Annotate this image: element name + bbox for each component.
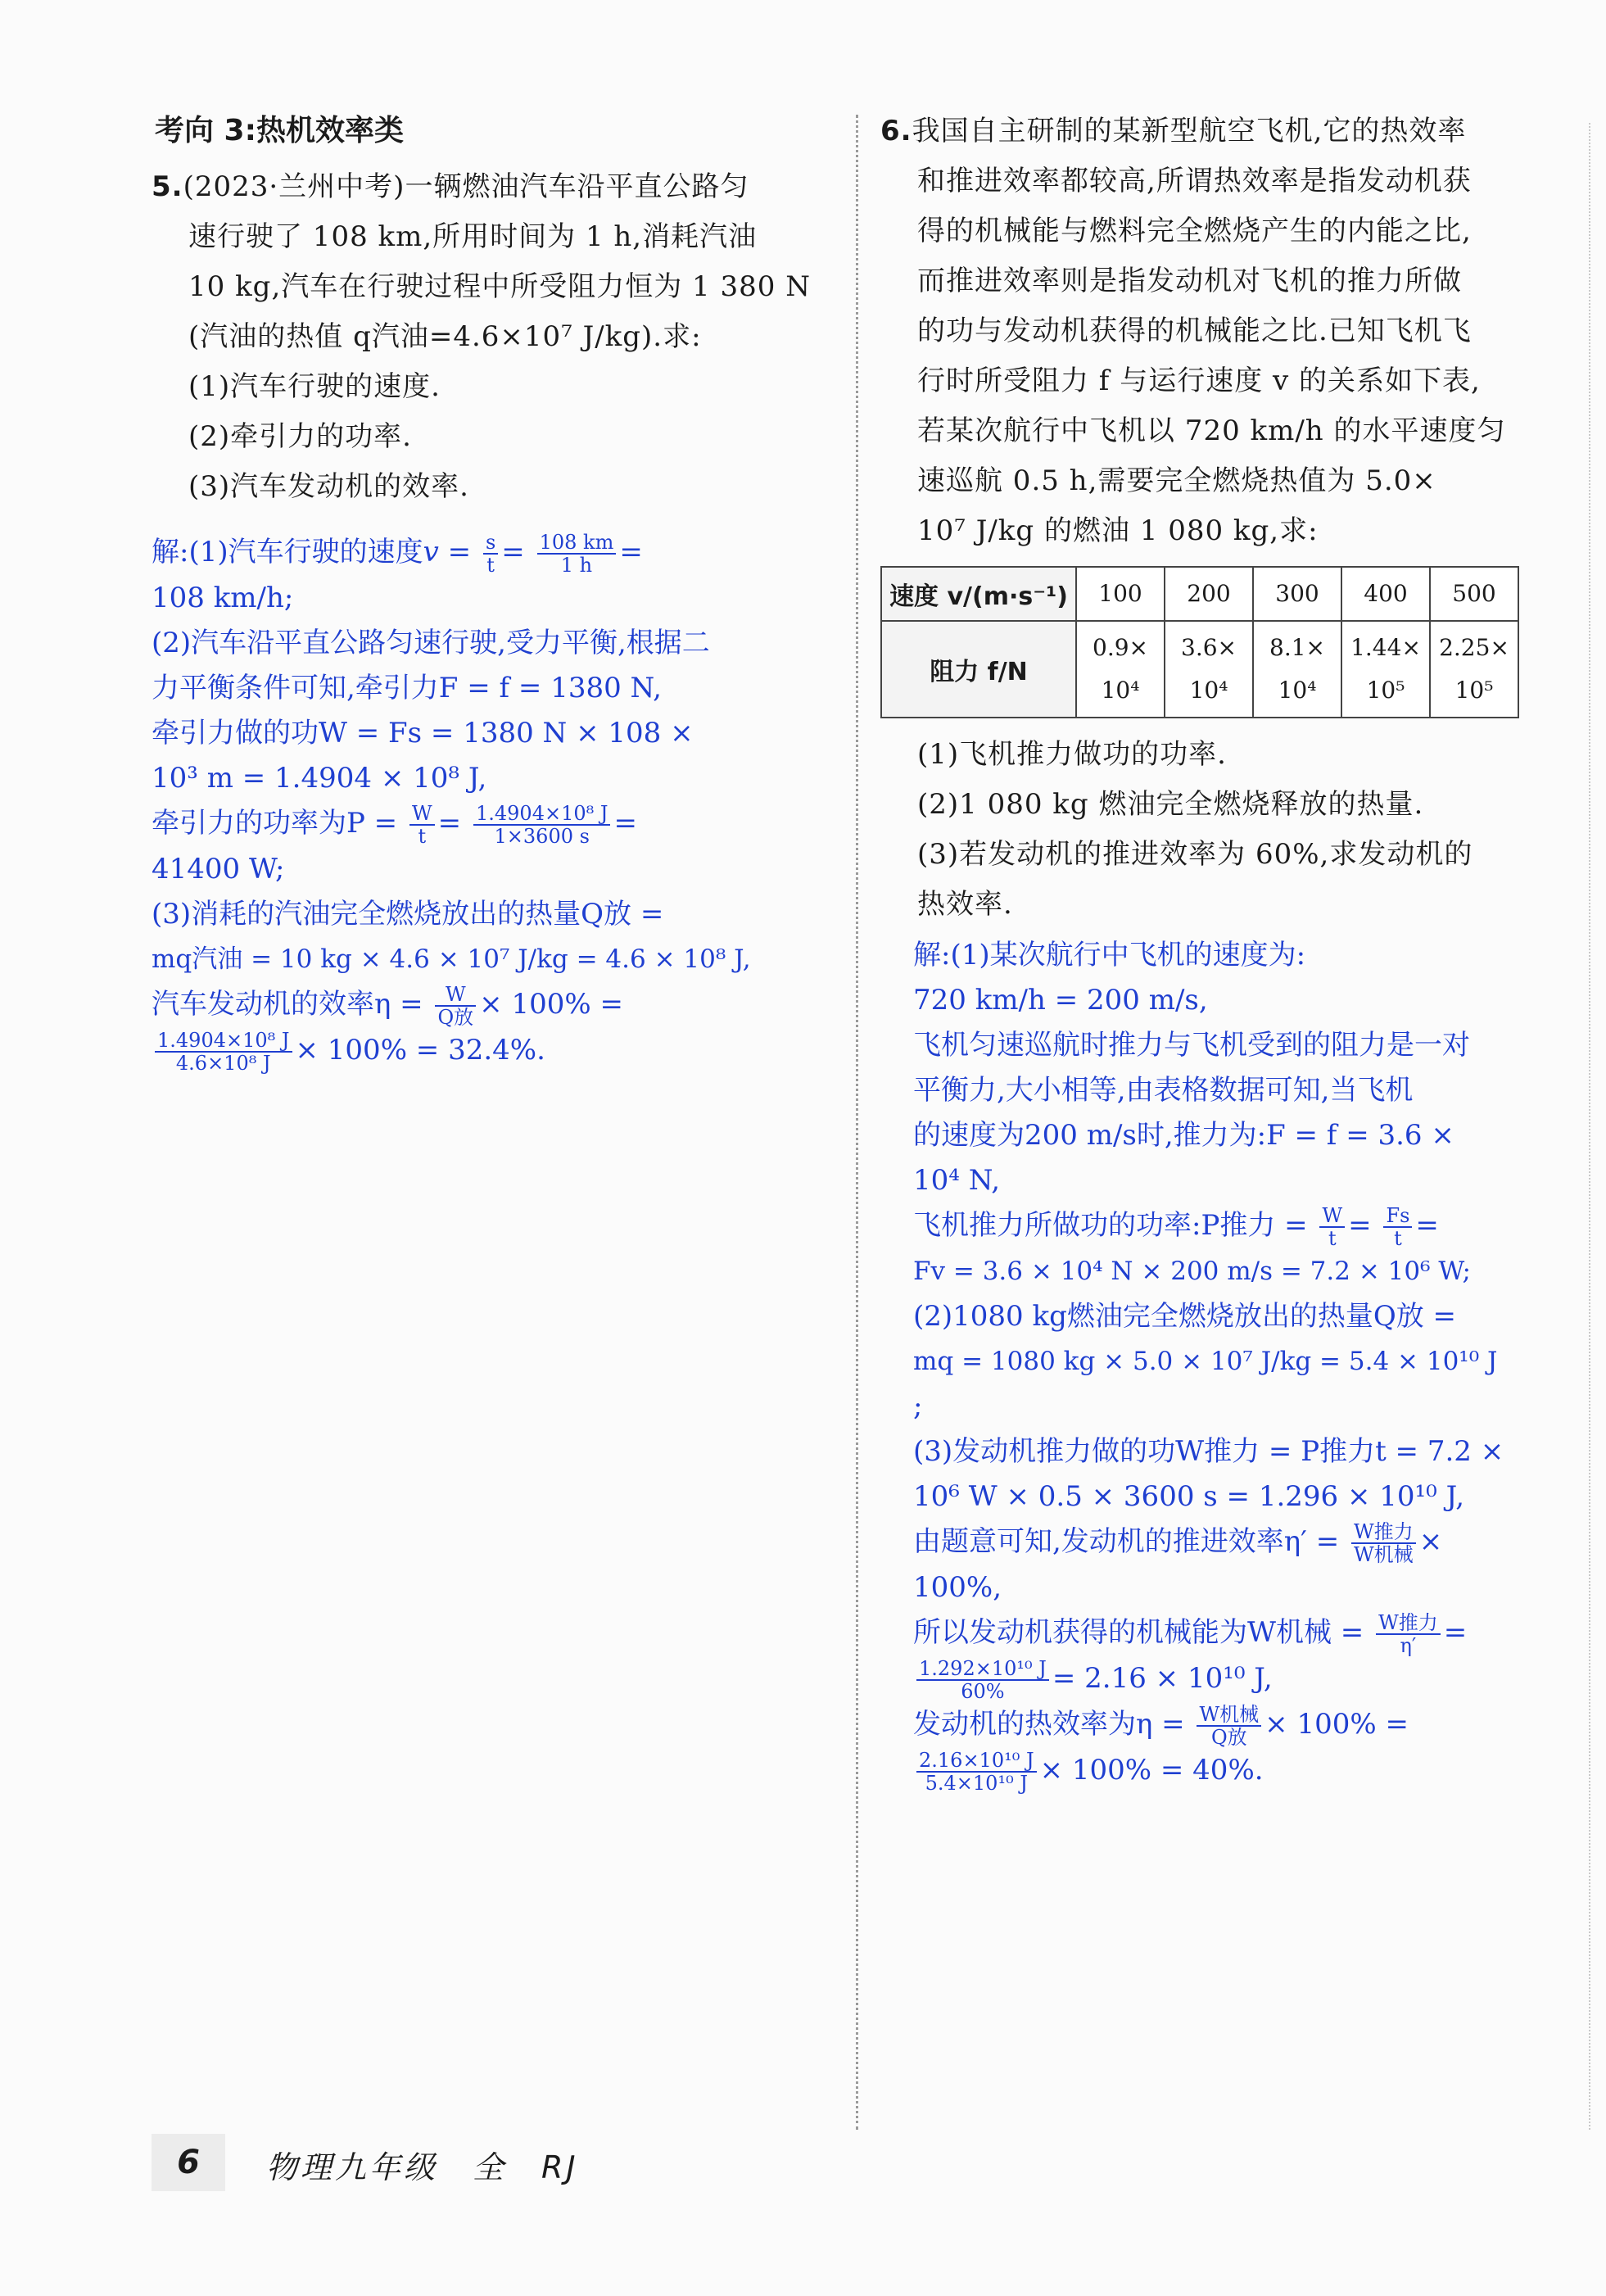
right-column [880, 106, 1564, 1794]
solution-text: 飞机推力所做功的功率:P推力 = [913, 1209, 1308, 1242]
table-cell: 500 [1430, 567, 1518, 621]
table-cell: 400 [1341, 567, 1430, 621]
question-text: 10⁷ J/kg 的燃油 1 080 kg,求: [917, 514, 1319, 547]
fraction: $\frac{s}{t}$ [483, 532, 498, 576]
sub-question: (3)汽车发动机的效率. [188, 470, 469, 503]
solution-text: 解:(1)某次航行中飞机的速度为: [913, 939, 1306, 971]
sub-question: (2)牵引力的功率. [188, 420, 412, 453]
solution-text: Fv = 3.6 × 10⁴ N × 200 m/s = 7.2 × 10⁶ W; [913, 1257, 1472, 1286]
fraction: $\frac{\text{W推力}}{\eta'}$ [1376, 1612, 1441, 1656]
solution-text: 所以发动机获得的机械能为W机械 = [913, 1616, 1364, 1649]
question-text: 和推进效率都较高,所谓热效率是指发动机获 [917, 165, 1472, 197]
solution-text: × 100% = 32.4%. [295, 1034, 545, 1066]
table-cell: 300 [1253, 567, 1341, 621]
sub-question: (1)飞机推力做功的功率. [917, 738, 1227, 771]
question-text: (2023·兰州中考)一辆燃油汽车沿平直公路匀 [183, 170, 749, 203]
question-5 [152, 162, 835, 512]
table-cell: 8.1× 10⁴ [1253, 621, 1341, 718]
solution-text: 发动机的热效率为η = [913, 1708, 1185, 1741]
question-text: 得的机械能与燃料完全燃烧产生的内能之比, [917, 215, 1472, 247]
question-text: 速巡航 0.5 h,需要完全燃烧热值为 5.0× [917, 464, 1436, 497]
solution-text: 飞机匀速巡航时推力与飞机受到的阻力是一对 [913, 1029, 1470, 1062]
solution-text: (3)消耗的汽油完全燃烧放出的热量Q放 = [152, 898, 664, 931]
question-number: 6. [880, 115, 912, 147]
solution-text: 由题意可知,发动机的推进效率η′ = [913, 1525, 1340, 1558]
fraction: $\frac{\text{1.4904×10⁸ J}}{\text{4.6×10⁸ J}}$ [155, 1030, 292, 1074]
table-cell: 100 [1076, 567, 1165, 621]
page-number: 6 [152, 2134, 225, 2191]
sub-question: (3)若发动机的推进效率为 60%,求发动机的 [917, 838, 1473, 871]
table-cell: 2.25× 10⁵ [1430, 621, 1518, 718]
solution-text: (2)汽车沿平直公路匀速行驶,受力平衡,根据二 [152, 627, 710, 659]
solution-text: 10⁶ W × 0.5 × 3600 s = 1.296 × 10¹⁰ J, [913, 1480, 1465, 1513]
column-divider [856, 115, 858, 2130]
question-text: 速行驶了 108 km,所用时间为 1 h,消耗汽油 [188, 220, 758, 253]
solution-text: 牵引力做的功W = Fs = 1380 N × 108 × [152, 717, 694, 749]
question-text: 的功与发动机获得的机械能之比.已知飞机飞 [917, 315, 1472, 347]
fraction: $\frac{W}{t}$ [409, 803, 435, 847]
question-text: 而推进效率则是指发动机对飞机的推力所做 [917, 265, 1462, 297]
solution-text: 力平衡条件可知,牵引力F = f = 1380 N, [152, 672, 662, 704]
question-text: 行时所受阻力 f 与运行速度 v 的关系如下表, [917, 365, 1481, 397]
solution-text: 解:(1)汽车行驶的速度 [152, 536, 423, 568]
book-title: 物理九年级 全 RJ [266, 2149, 579, 2185]
table-cell: 3.6× 10⁴ [1165, 621, 1253, 718]
solution-text: v = [423, 536, 472, 568]
sub-question: (2)1 080 kg 燃油完全燃烧释放的热量. [917, 788, 1424, 821]
table-header: 阻力 f/N [881, 621, 1076, 718]
solution-text: ; [913, 1390, 923, 1423]
solution-text: (2)1080 kg燃油完全燃烧放出的热量Q放 = [913, 1300, 1457, 1333]
fraction: $\frac{\text{W机械}}{\text{Q放}}$ [1197, 1704, 1261, 1748]
solution-text: 牵引力的功率为P = [152, 807, 398, 840]
left-column [152, 106, 835, 1074]
fraction: $\frac{Fs}{t}$ [1383, 1205, 1412, 1249]
sub-question: (1)汽车行驶的速度. [188, 370, 441, 403]
table-cell: 0.9× 10⁴ [1076, 621, 1165, 718]
fraction: $\frac{\text{1.4904×10⁸ J}}{1\times 3600 s}$ [473, 803, 611, 847]
solution-text: 720 km/h = 200 m/s, [913, 984, 1208, 1017]
solution-text: 汽车发动机的效率η = [152, 988, 423, 1021]
solution-5: 解:(1)汽车行驶的速度v = $\frac{s}{t}$ = $\frac{108 km}{1 h}$ = 108 km/h; (2)汽车沿平直公路匀速行驶,受力平衡,根据二 力平衡条件可知,牵引力F = f = 1380 N, 牵引力做的功W = Fs = 1380 N × 108 × 10³ m = 1.4904 × 10⁸ J, 牵引力的功率为P = $\frac{W}{t}$ = $\frac{\text{1.4904×10⁸ J}}{1\times 3600 s}$ = 41400 W; (3)消耗的汽油完全燃烧放出的热量Q放 = mq汽油 = 10 kg × 4.6 × 10⁷ J/kg = 4.6 × 10⁸ J, 汽车发动机的效率η = $\frac{W}{\text{Q放}}$ × 100% = $\frac{\text{1.4904×10⁸ J}}{\text{4.6×10⁸ J}}$ × 100% = 32.4%. [152, 530, 835, 1074]
fraction: $\frac{108 km}{1 h}$ [537, 532, 617, 576]
question-text: (汽油的热值 q汽油=4.6×10⁷ J/kg).求: [188, 320, 702, 353]
question-text: 我国自主研制的某新型航空飞机,它的热效率 [912, 115, 1467, 147]
fraction: $\frac{\text{1.292×10¹⁰ J}}{60\%}$ [916, 1658, 1049, 1702]
solution-text: 平衡力,大小相等,由表格数据可知,当飞机 [913, 1074, 1414, 1107]
section-title: 考向 3:热机效率类 [155, 114, 404, 147]
table-header: 速度 v/(m·s⁻¹) [881, 567, 1076, 621]
solution-text: mq汽油 = 10 kg × 4.6 × 10⁷ J/kg = 4.6 × 10⁸ J, [152, 944, 751, 974]
solution-text: 10⁴ N, [913, 1164, 1001, 1197]
fraction: $\frac{\text{W推力}}{\text{W机械}}$ [1351, 1521, 1416, 1565]
table-row [881, 621, 1518, 718]
solution-text: 的速度为200 m/s时,推力为:F = f = 3.6 × [913, 1119, 1454, 1152]
question-text: 若某次航行中飞机以 720 km/h 的水平速度匀 [917, 414, 1506, 447]
page-edge-line [1589, 123, 1590, 2130]
solution-6: 解:(1)某次航行中飞机的速度为: 720 km/h = 200 m/s, 飞机匀速巡航时推力与飞机受到的阻力是一对 平衡力,大小相等,由表格数据可知,当飞机 的速度为200 m/s时,推力为:F = f = 3.6 × 10⁴ N, 飞机推力所做功的功率:P推力 = $\frac{W}{t}$ = $\frac{Fs}{t}$ = Fv = 3.6 × 10⁴ N × 200 m/s = 7.2 × 10⁶ W; (2)1080 kg燃油完全燃烧放出的热量Q放 = mq = 1080 kg × 5.0 × 10⁷ J/kg = 5.4 × 10¹⁰ J ; (3)发动机推力做的功W推力 = P推力t = 7.2 × 10⁶ W × 0.5 × 3600 s = 1.296 × 10¹⁰ J, 由题意可知,发动机的推进效率η′ = $\frac{\text{W推力}}{\text{W机械}}$ × 100%, 所以发动机获得的机械能为W机械 = $\frac{\text{W推力}}{\eta'}$ = $\frac{\text{1.292×10¹⁰ J}}{60\%}$ = 2.16 × 10¹⁰ J, 发动机的热效率为η = $\frac{\text{W机械}}{\text{Q放}}$ × 100% = $\frac{\text{2.16×10¹⁰ J}}{\text{5.4×10¹⁰ J}}$ × 100% = 40%. [880, 933, 1564, 1794]
speed-resistance-table [880, 566, 1519, 718]
solution-text: (3)发动机推力做的功W推力 = P推力t = 7.2 × [913, 1435, 1504, 1468]
table-cell: 1.44× 10⁵ [1341, 621, 1430, 718]
fraction: $\frac{\text{2.16×10¹⁰ J}}{\text{5.4×10¹⁰ J}}$ [916, 1750, 1037, 1794]
fraction: $\frac{W}{t}$ [1319, 1205, 1345, 1249]
solution-text: = 2.16 × 10¹⁰ J, [1052, 1662, 1273, 1695]
fraction: $\frac{W}{\text{Q放}}$ [435, 984, 476, 1028]
question-6 [880, 106, 1564, 930]
solution-text: 108 km/h; [152, 582, 294, 614]
solution-text: × 100% = 40%. [1039, 1754, 1264, 1787]
question-text: 10 kg,汽车在行驶过程中所受阻力恒为 1 380 N [188, 270, 811, 303]
sub-question: 热效率. [917, 888, 1013, 921]
table-row [881, 567, 1518, 621]
table-cell: 200 [1165, 567, 1253, 621]
solution-text: 100%, [913, 1571, 1002, 1604]
question-number: 5. [152, 170, 183, 203]
solution-text: mq = 1080 kg × 5.0 × 10⁷ J/kg = 5.4 × 10¹⁰ J [913, 1347, 1498, 1376]
solution-text: 41400 W; [152, 853, 285, 885]
solution-text: 10³ m = 1.4904 × 10⁸ J, [152, 762, 487, 795]
